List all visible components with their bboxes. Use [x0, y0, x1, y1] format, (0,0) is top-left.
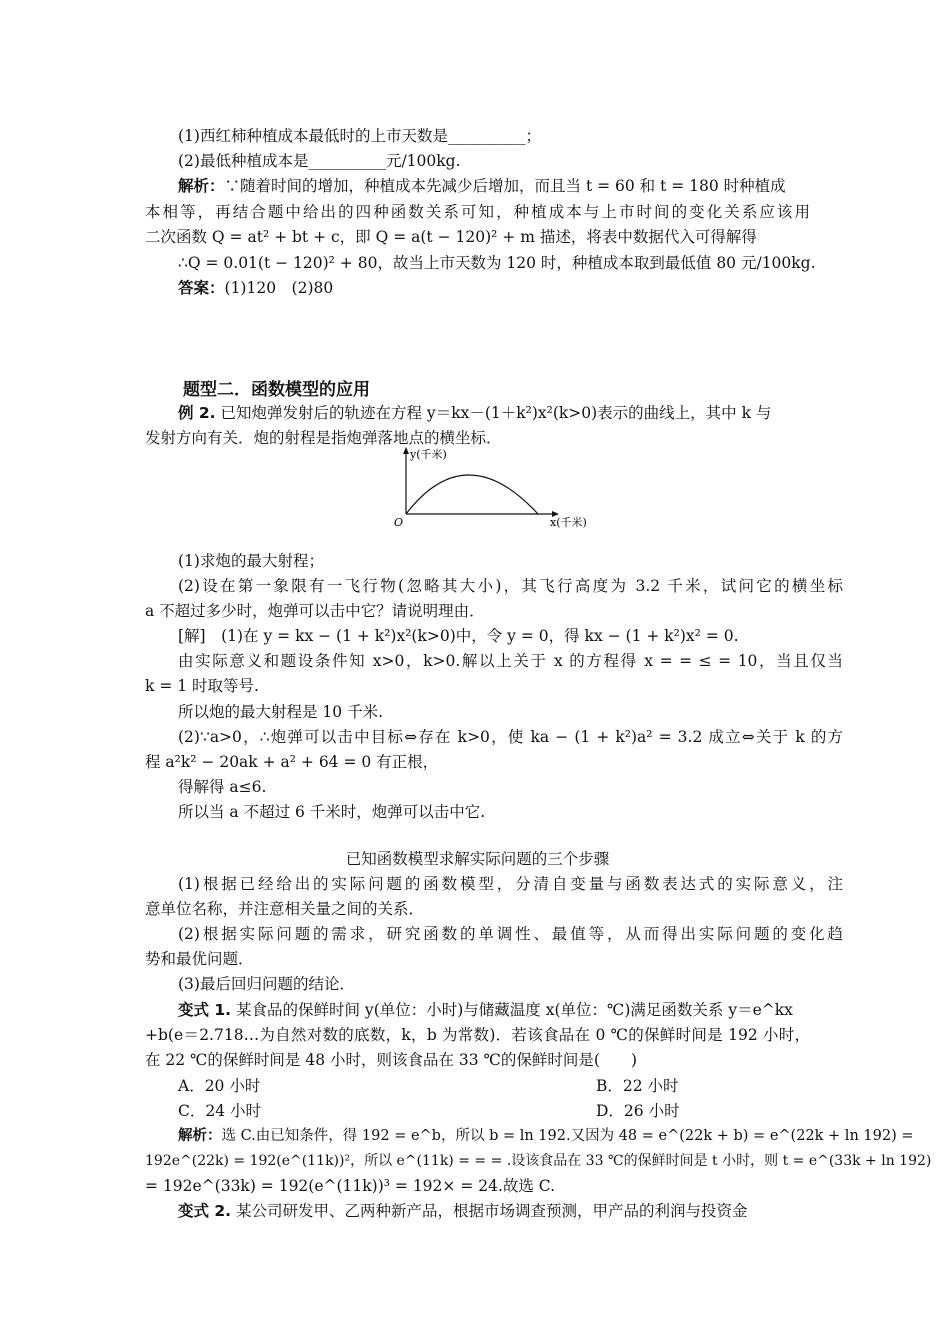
solution-line-7: 得解得 a≤6. — [178, 778, 267, 796]
method-step-1-line-1: (1)根据已经给出的实际问题的函数模型，分清自变量与函数表达式的实际意义，注 — [178, 875, 843, 893]
analysis-line-2: 本相等，再结合题中给出的四种函数关系可知，种植成本与上市时间的变化关系应该用 — [145, 203, 810, 221]
variant-1-analysis-line-1: 解析：选 C.由已知条件，得 192 = e^b，所以 b = ln 192.又因为 48 = e^(22k + b) = e^(22k + ln 192) = — [178, 1128, 914, 1144]
analysis-line-1: 解析：∵随着时间的增加，种植成本先减少后增加，而且当 t = 60 和 t = 180 时种植成 — [178, 177, 786, 195]
method-step-3: (3)最后回归问题的结论． — [178, 975, 355, 993]
option-c: C．24 小时 — [178, 1102, 262, 1120]
question-1-line: (1)西红柿种植成本最低时的上市天数是__________； — [178, 127, 541, 145]
problem-1-line: (1)求炮的最大射程； — [178, 552, 324, 570]
analysis-line-3: 二次函数 Q = at² + bt + c，即 Q = a(t − 120)² + m 描述，将表中数据代入可得解得 — [145, 228, 757, 246]
option-d: D．26 小时 — [596, 1102, 680, 1120]
solution-line-4: 所以炮的最大射程是 10 千米. — [178, 703, 384, 721]
trajectory-graph — [380, 446, 600, 534]
problem-2-line-1: (2)设在第一象限有一飞行物(忽略其大小)，其飞行高度为 3.2 千米，试问它的横坐标 — [178, 577, 843, 595]
solution-line-1: [解] (1)在 y = kx − (1 + k²)x²(k>0)中，令 y = 0，得 kx − (1 + k²)x² = 0. — [178, 627, 739, 645]
variant-2-line-1: 变式 2. 某公司研发甲、乙两种新产品，根据市场调查预测，甲产品的利润与投资金 — [178, 1202, 748, 1220]
y-axis-label: y(千米) — [410, 448, 447, 461]
example-label: 例 2. — [178, 404, 216, 422]
trajectory-curve — [406, 475, 538, 514]
variant-1-analysis-label: 解析： — [178, 1128, 222, 1144]
analysis-line-4: ∴Q = 0.01(t − 120)² + 80，故当上市天数为 120 时，种植成本取到最低值 80 元/100kg. — [178, 254, 816, 272]
solution-line-8: 所以当 a 不超过 6 千米时，炮弹可以击中它. — [178, 803, 486, 821]
variant-1-analysis-line-3: = 192e^(33k) = 192(e^(11k))³ = 192× = 24.故选 C. — [145, 1177, 556, 1195]
answer-label: 答案： — [178, 279, 225, 297]
section-heading: 题型二．函数模型的应用 — [183, 380, 370, 400]
method-step-2-line-2: 势和最优问题． — [145, 950, 254, 968]
variant-1-line-3: 在 22 ℃的保鲜时间是 48 小时，则该食品在 33 ℃的保鲜时间是( ) — [145, 1051, 638, 1069]
problem-2-line-2: a 不超过多少时，炮弹可以击中它？请说明理由． — [145, 602, 485, 620]
y-axis-arrow — [403, 447, 409, 454]
method-step-1-line-2: 意单位名称，并注意相关量之间的关系． — [145, 900, 425, 918]
option-a: A．20 小时 — [178, 1077, 261, 1095]
question-2-line: (2)最低种植成本是__________元/100kg. — [178, 152, 461, 170]
solution-line-6: 程 a²k² − 20ak + a² + 64 = 0 有正根， — [145, 753, 439, 771]
x-axis-label: x(千米) — [550, 516, 587, 529]
variant-1-line-1: 变式 1. 某食品的保鲜时间 y(单位：小时)与储藏温度 x(单位：℃)满足函数关系 y＝e^kx — [178, 1001, 793, 1019]
variant-1-line-2: +b(e＝2.718…为自然对数的底数，k，b 为常数)．若该食品在 0 ℃的保鲜时间是 192 小时， — [145, 1026, 810, 1044]
example-2-line-1: 例 2. 已知炮弹发射后的轨迹在方程 y＝kx－(1＋k²)x²(k>0)表示的曲线上，其中 k 与 — [178, 404, 772, 422]
example-2-line-2: 发射方向有关．炮的射程是指炮弹落地点的横坐标． — [145, 429, 502, 447]
method-box-title: 已知函数模型求解实际问题的三个步骤 — [345, 850, 610, 868]
variant-1-label: 变式 1. — [178, 1001, 232, 1019]
variant-1-analysis-line-2: 192e^(22k) = 192(e^(11k))²，所以 e^(11k) = = = .设该食品在 33 ℃的保鲜时间是 t 小时，则 t = e^(33k + ln 192) — [145, 1153, 932, 1169]
method-step-2-line-1: (2)根据实际问题的需求，研究函数的单调性、最值等，从而得出实际问题的变化趋 — [178, 925, 843, 943]
variant-2-label: 变式 2. — [178, 1202, 232, 1220]
origin-label: O — [394, 516, 404, 529]
analysis-label: 解析： — [178, 177, 225, 195]
solution-line-5: (2)∵a>0，∴炮弹可以击中目标⇔存在 k>0，使 ka − (1 + k²)a² = 3.2 成立⇔关于 k 的方 — [178, 728, 843, 746]
option-b: B．22 小时 — [596, 1077, 679, 1095]
answer-line: 答案：(1)120 (2)80 — [178, 279, 334, 297]
solution-line-3: k = 1 时取等号. — [145, 677, 259, 695]
solution-line-2: 由实际意义和题设条件知 x>0，k>0.解以上关于 x 的方程得 x = = ≤ = 10，当且仅当 — [178, 652, 843, 670]
